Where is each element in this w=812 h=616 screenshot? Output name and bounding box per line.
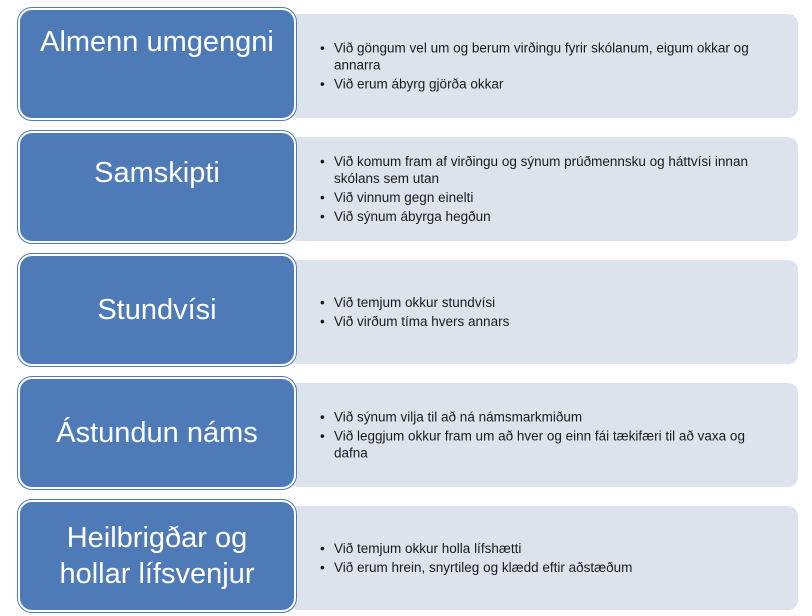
row-label: Ástundun náms bbox=[18, 377, 296, 489]
bullet-item: • Við virðum tíma hvers annars bbox=[320, 313, 778, 330]
bullet-list bbox=[320, 38, 778, 95]
row-panel bbox=[288, 137, 798, 241]
bullet-item: • Við sýnum ábyrga hegðun bbox=[320, 208, 778, 225]
row-panel bbox=[288, 14, 798, 118]
bullet-item: • Við erum ábyrg gjörða okkar bbox=[320, 76, 778, 93]
row-label: Samskipti bbox=[18, 131, 296, 243]
bullet-item: • Við göngum vel um og berum virðingu fyrir skólanum, eigum okkar og annarra bbox=[320, 40, 778, 74]
bullet-item: • Við vinnum gegn einelti bbox=[320, 189, 778, 206]
bullet-list bbox=[320, 407, 778, 464]
bullet-item: • Við leggjum okkur fram um að hver og einn fái tækifæri til að vaxa og dafna bbox=[320, 428, 778, 462]
bullet-item: • Við komum fram af virðingu og sýnum prúðmennsku og háttvísi innan skólans sem utan bbox=[320, 153, 778, 187]
row-heilbrigdar-lifsvenjur bbox=[0, 500, 812, 616]
bullet-list bbox=[320, 538, 778, 578]
bullet-item: • Við temjum okkur stundvísi bbox=[320, 294, 778, 311]
row-stundvisi bbox=[0, 254, 812, 370]
row-samskipti bbox=[0, 131, 812, 247]
row-astundun-nams bbox=[0, 377, 812, 493]
bullet-item: • Við sýnum vilja til að ná námsmarkmiðum bbox=[320, 409, 778, 426]
row-almenn-umgengni bbox=[0, 8, 812, 124]
row-label: Heilbrigðar og hollar lífsvenjur bbox=[18, 500, 296, 612]
row-panel bbox=[288, 506, 798, 610]
bullet-list bbox=[320, 292, 778, 332]
row-label: Almenn umgengni bbox=[18, 8, 296, 120]
bullet-list bbox=[320, 151, 778, 227]
bullet-item: • Við erum hrein, snyrtileg og klædd eftir aðstæðum bbox=[320, 559, 778, 576]
row-panel bbox=[288, 383, 798, 487]
bullet-item: • Við temjum okkur holla lífshætti bbox=[320, 540, 778, 557]
row-panel bbox=[288, 260, 798, 364]
row-label: Stundvísi bbox=[18, 254, 296, 366]
